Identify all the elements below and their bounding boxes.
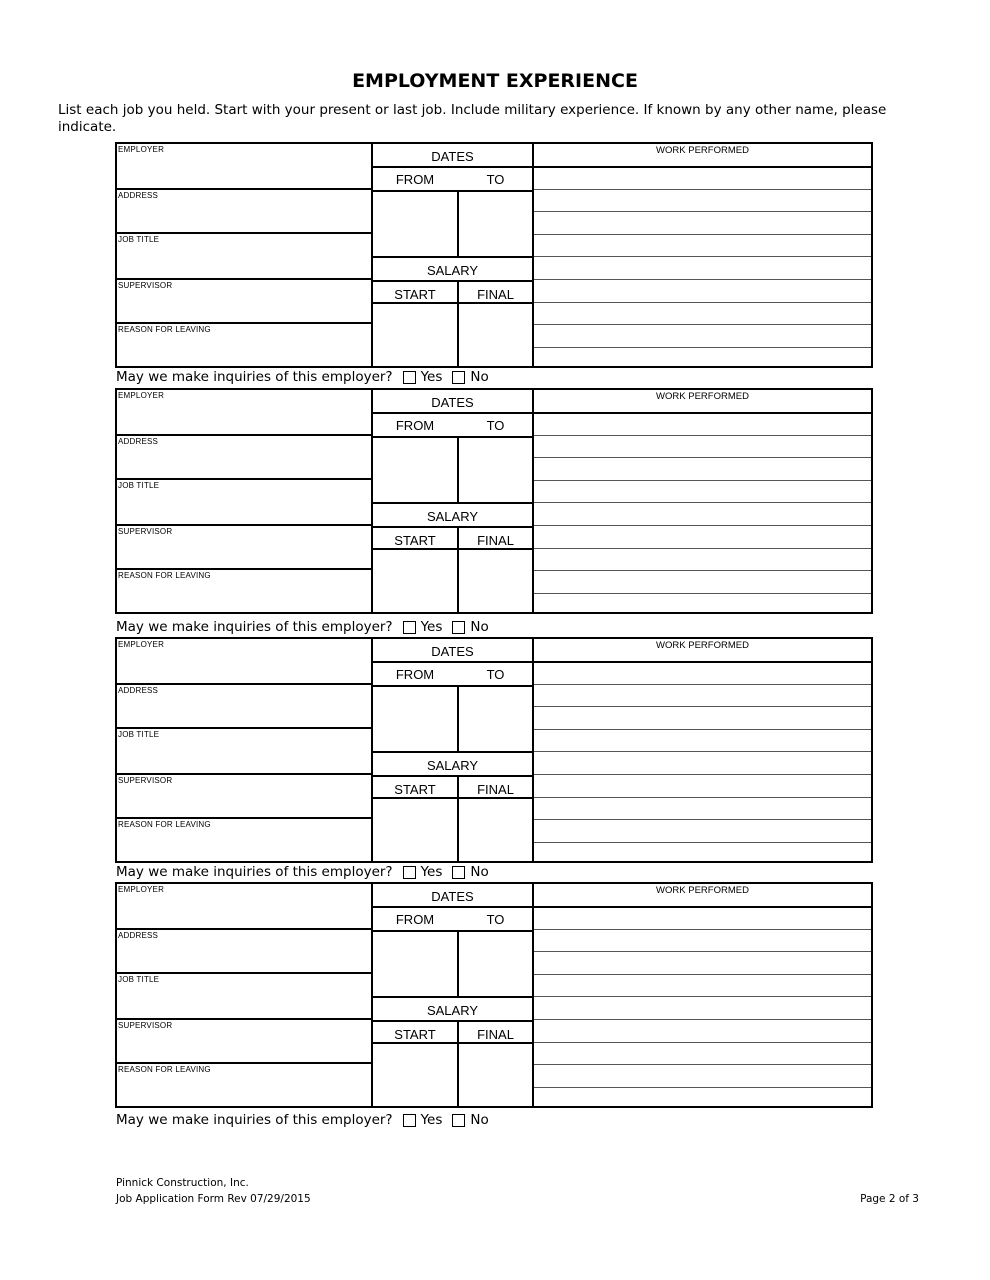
employer-field[interactable] — [117, 144, 373, 190]
salary-start-field[interactable] — [373, 550, 457, 614]
salary-header: SALARY — [426, 263, 479, 278]
row-divider — [373, 166, 532, 168]
yes-checkbox[interactable] — [403, 621, 416, 634]
row-divider — [373, 996, 532, 998]
work-performed-line[interactable] — [534, 347, 871, 348]
work-performed-line[interactable] — [534, 929, 871, 930]
reason-for-leaving-field-label: REASON FOR LEAVING — [118, 325, 211, 334]
reason-for-leaving-field-label: REASON FOR LEAVING — [118, 820, 211, 829]
reason-for-leaving-field[interactable] — [117, 570, 373, 612]
salary-final-field[interactable] — [459, 304, 532, 368]
work-performed-line[interactable] — [534, 457, 871, 458]
work-performed-line[interactable] — [534, 211, 871, 212]
work-performed-line[interactable] — [534, 435, 871, 436]
inquiry-question: May we make inquiries of this employer? — [116, 864, 393, 880]
yes-label: Yes — [420, 369, 443, 385]
work-performed-line[interactable] — [534, 256, 871, 257]
work-performed-header: WORK PERFORMED — [656, 145, 749, 156]
work-performed-header: WORK PERFORMED — [656, 391, 749, 402]
date-from-field[interactable] — [373, 932, 457, 996]
footer-left — [116, 1175, 311, 1207]
row-divider — [373, 775, 532, 777]
date-from-field[interactable] — [373, 192, 457, 256]
dates-header: DATES — [431, 889, 474, 904]
employer-field[interactable] — [117, 884, 373, 930]
work-performed-line[interactable] — [534, 324, 871, 325]
supervisor-field-label: SUPERVISOR — [118, 527, 173, 536]
employment-entry — [115, 388, 873, 614]
no-checkbox[interactable] — [452, 1114, 465, 1127]
row-divider — [373, 256, 532, 258]
work-performed-line[interactable] — [534, 570, 871, 571]
work-performed-line[interactable] — [534, 1019, 871, 1020]
reason-for-leaving-field[interactable] — [117, 1064, 373, 1106]
footer-form-rev: Job Application Form Rev 07/29/2015 — [116, 1193, 311, 1205]
dates-header: DATES — [431, 644, 474, 659]
job-title-field[interactable] — [117, 974, 373, 1020]
supervisor-field[interactable] — [117, 1020, 373, 1064]
yes-checkbox[interactable] — [403, 371, 416, 384]
job-title-field[interactable] — [117, 234, 373, 280]
salary-start-field[interactable] — [373, 799, 457, 863]
employment-entry — [115, 637, 873, 863]
yes-label: Yes — [420, 619, 443, 635]
salary-header: SALARY — [426, 1003, 479, 1018]
row-divider — [534, 906, 871, 908]
start-header: START — [394, 287, 436, 302]
no-label: No — [470, 369, 489, 385]
work-performed-line[interactable] — [534, 548, 871, 549]
no-checkbox[interactable] — [452, 866, 465, 879]
employer-field-label: EMPLOYER — [118, 391, 165, 400]
work-performed-line[interactable] — [534, 593, 871, 594]
no-label: No — [470, 1112, 489, 1128]
work-performed-line[interactable] — [534, 1064, 871, 1065]
job-title-field-label: JOB TITLE — [118, 975, 160, 984]
salary-header: SALARY — [426, 758, 479, 773]
address-field[interactable] — [117, 436, 373, 480]
supervisor-field[interactable] — [117, 775, 373, 819]
date-to-field[interactable] — [459, 687, 532, 751]
start-header: START — [394, 782, 436, 797]
work-performed-line[interactable] — [534, 819, 871, 820]
row-divider — [373, 412, 532, 414]
job-title-field[interactable] — [117, 480, 373, 526]
inquiry-question: May we make inquiries of this employer? — [116, 369, 393, 385]
address-field[interactable] — [117, 190, 373, 234]
yes-checkbox[interactable] — [403, 866, 416, 879]
address-field-label: ADDRESS — [118, 686, 159, 695]
no-label: No — [470, 864, 489, 880]
employer-field[interactable] — [117, 639, 373, 685]
column-divider — [532, 390, 534, 612]
work-performed-line[interactable] — [534, 729, 871, 730]
row-divider — [373, 280, 532, 282]
salary-final-field[interactable] — [459, 1044, 532, 1108]
job-title-field[interactable] — [117, 729, 373, 775]
row-divider — [373, 526, 532, 528]
work-performed-line[interactable] — [534, 774, 871, 775]
row-divider — [373, 502, 532, 504]
work-performed-line[interactable] — [534, 279, 871, 280]
address-field[interactable] — [117, 930, 373, 974]
work-performed-line[interactable] — [534, 996, 871, 997]
from-header: FROM — [395, 418, 435, 433]
final-header: FINAL — [477, 1027, 514, 1042]
work-performed-header: WORK PERFORMED — [656, 640, 749, 651]
job-title-field-label: JOB TITLE — [118, 481, 160, 490]
work-performed-line[interactable] — [534, 525, 871, 526]
work-performed-header: WORK PERFORMED — [656, 885, 749, 896]
salary-start-field[interactable] — [373, 1044, 457, 1108]
from-header: FROM — [395, 172, 435, 187]
footer-company: Pinnick Construction, Inc. — [116, 1177, 249, 1189]
no-label: No — [470, 619, 489, 635]
supervisor-field[interactable] — [117, 526, 373, 570]
footer-page-number: Page 2 of 3 — [860, 1193, 919, 1205]
no-checkbox[interactable] — [452, 621, 465, 634]
reason-for-leaving-field[interactable] — [117, 324, 373, 366]
final-header: FINAL — [477, 287, 514, 302]
supervisor-field-label: SUPERVISOR — [118, 281, 173, 290]
to-header: TO — [486, 912, 505, 927]
inquiry-question: May we make inquiries of this employer? — [116, 619, 393, 635]
job-title-field-label: JOB TITLE — [118, 730, 160, 739]
work-performed-line[interactable] — [534, 234, 871, 235]
employer-field-label: EMPLOYER — [118, 145, 165, 154]
row-divider — [373, 751, 532, 753]
from-header: FROM — [395, 912, 435, 927]
work-performed-line[interactable] — [534, 951, 871, 952]
address-field-label: ADDRESS — [118, 191, 159, 200]
yes-label: Yes — [420, 864, 443, 880]
no-checkbox[interactable] — [452, 371, 465, 384]
date-to-field[interactable] — [459, 932, 532, 996]
inquiry-row — [116, 1112, 489, 1128]
row-divider — [534, 166, 871, 168]
date-from-field[interactable] — [373, 687, 457, 751]
supervisor-field[interactable] — [117, 280, 373, 324]
employer-field-label: EMPLOYER — [118, 885, 165, 894]
work-performed-line[interactable] — [534, 502, 871, 503]
yes-label: Yes — [420, 1112, 443, 1128]
salary-header: SALARY — [426, 509, 479, 524]
column-divider — [532, 884, 534, 1106]
job-title-field-label: JOB TITLE — [118, 235, 160, 244]
work-performed-line[interactable] — [534, 480, 871, 481]
inquiry-row — [116, 369, 489, 385]
work-performed-line[interactable] — [534, 189, 871, 190]
employer-field-label: EMPLOYER — [118, 640, 165, 649]
work-performed-line[interactable] — [534, 302, 871, 303]
row-divider — [373, 1020, 532, 1022]
final-header: FINAL — [477, 782, 514, 797]
row-divider — [373, 661, 532, 663]
column-divider — [532, 639, 534, 861]
start-header: START — [394, 533, 436, 548]
page-title: EMPLOYMENT EXPERIENCE — [352, 70, 638, 92]
reason-for-leaving-field-label: REASON FOR LEAVING — [118, 1065, 211, 1074]
date-to-field[interactable] — [459, 438, 532, 502]
work-performed-line[interactable] — [534, 974, 871, 975]
work-performed-line[interactable] — [534, 797, 871, 798]
yes-checkbox[interactable] — [403, 1114, 416, 1127]
salary-final-field[interactable] — [459, 799, 532, 863]
address-field-label: ADDRESS — [118, 931, 159, 940]
to-header: TO — [486, 172, 505, 187]
work-performed-line[interactable] — [534, 684, 871, 685]
date-to-field[interactable] — [459, 192, 532, 256]
inquiry-row — [116, 619, 489, 635]
to-header: TO — [486, 667, 505, 682]
from-header: FROM — [395, 667, 435, 682]
reason-for-leaving-field[interactable] — [117, 819, 373, 861]
supervisor-field-label: SUPERVISOR — [118, 1021, 173, 1030]
employer-field[interactable] — [117, 390, 373, 436]
instructions-text: List each job you held. Start with your present or last job. Include military experience. If known by any other name, please indicate. — [58, 102, 887, 135]
work-performed-line[interactable] — [534, 1042, 871, 1043]
row-divider — [534, 661, 871, 663]
column-divider — [532, 144, 534, 366]
supervisor-field-label: SUPERVISOR — [118, 776, 173, 785]
dates-header: DATES — [431, 395, 474, 410]
work-performed-line[interactable] — [534, 1087, 871, 1088]
work-performed-line[interactable] — [534, 751, 871, 752]
employment-entry — [115, 882, 873, 1108]
dates-header: DATES — [431, 149, 474, 164]
reason-for-leaving-field-label: REASON FOR LEAVING — [118, 571, 211, 580]
row-divider — [534, 412, 871, 414]
employment-entry — [115, 142, 873, 368]
inquiry-row — [116, 864, 489, 880]
final-header: FINAL — [477, 533, 514, 548]
to-header: TO — [486, 418, 505, 433]
inquiry-question: May we make inquiries of this employer? — [116, 1112, 393, 1128]
row-divider — [373, 906, 532, 908]
salary-start-field[interactable] — [373, 304, 457, 368]
work-performed-line[interactable] — [534, 706, 871, 707]
address-field[interactable] — [117, 685, 373, 729]
salary-final-field[interactable] — [459, 550, 532, 614]
start-header: START — [394, 1027, 436, 1042]
date-from-field[interactable] — [373, 438, 457, 502]
address-field-label: ADDRESS — [118, 437, 159, 446]
work-performed-line[interactable] — [534, 842, 871, 843]
